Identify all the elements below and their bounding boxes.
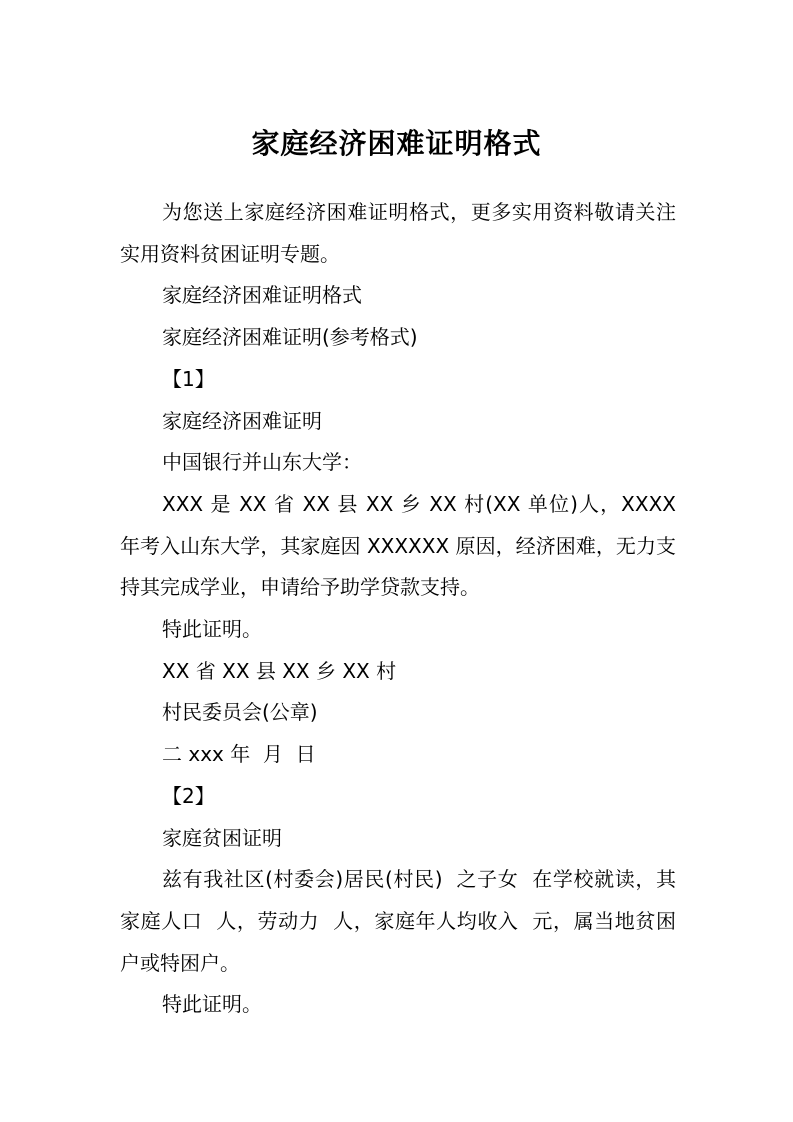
document-body — [120, 192, 683, 1026]
sample-1-date: 二 xxx 年 月 日 — [162, 742, 316, 767]
sample-2-body: 兹有我社区(村委会)居民(村民) 之子女 在学校就读，其家庭人口 人，劳动力 人，家庭年人均收入 元，属当地贫困户或特困户。 — [120, 867, 676, 975]
sample-2-certification: 特此证明。 — [162, 992, 262, 1017]
sample-2-title: 家庭贫困证明 — [162, 825, 282, 850]
intro-paragraph: 为您送上家庭经济困难证明格式，更多实用资料敬请关注实用资料贫困证明专题。 — [120, 200, 676, 266]
sample-1-marker: 【1】 — [162, 366, 215, 391]
sample-1-certification: 特此证明。 — [162, 617, 262, 642]
sample-2-marker: 【2】 — [162, 783, 215, 808]
section-heading: 家庭经济困难证明格式 — [162, 283, 362, 308]
sample-1-issuer-location: XX 省 XX 县 XX 乡 XX 村 — [162, 658, 397, 683]
document-title: 家庭经济困难证明格式 — [251, 127, 542, 160]
sample-1-issuer-seal: 村民委员会(公章) — [162, 700, 318, 725]
sample-1-title: 家庭经济困难证明 — [162, 408, 322, 433]
sample-1-body: XXX 是 XX 省 XX 县 XX 乡 XX 村(XX 单位)人，XXXX 年考入山东大学，其家庭因 XXXXXX 原因，经济困难，无力支持其完成学业，申请给予助学贷款支持。 — [120, 491, 683, 600]
section-subheading: 家庭经济困难证明(参考格式) — [162, 325, 418, 350]
sample-1-addressee: 中国银行并山东大学： — [162, 450, 362, 475]
